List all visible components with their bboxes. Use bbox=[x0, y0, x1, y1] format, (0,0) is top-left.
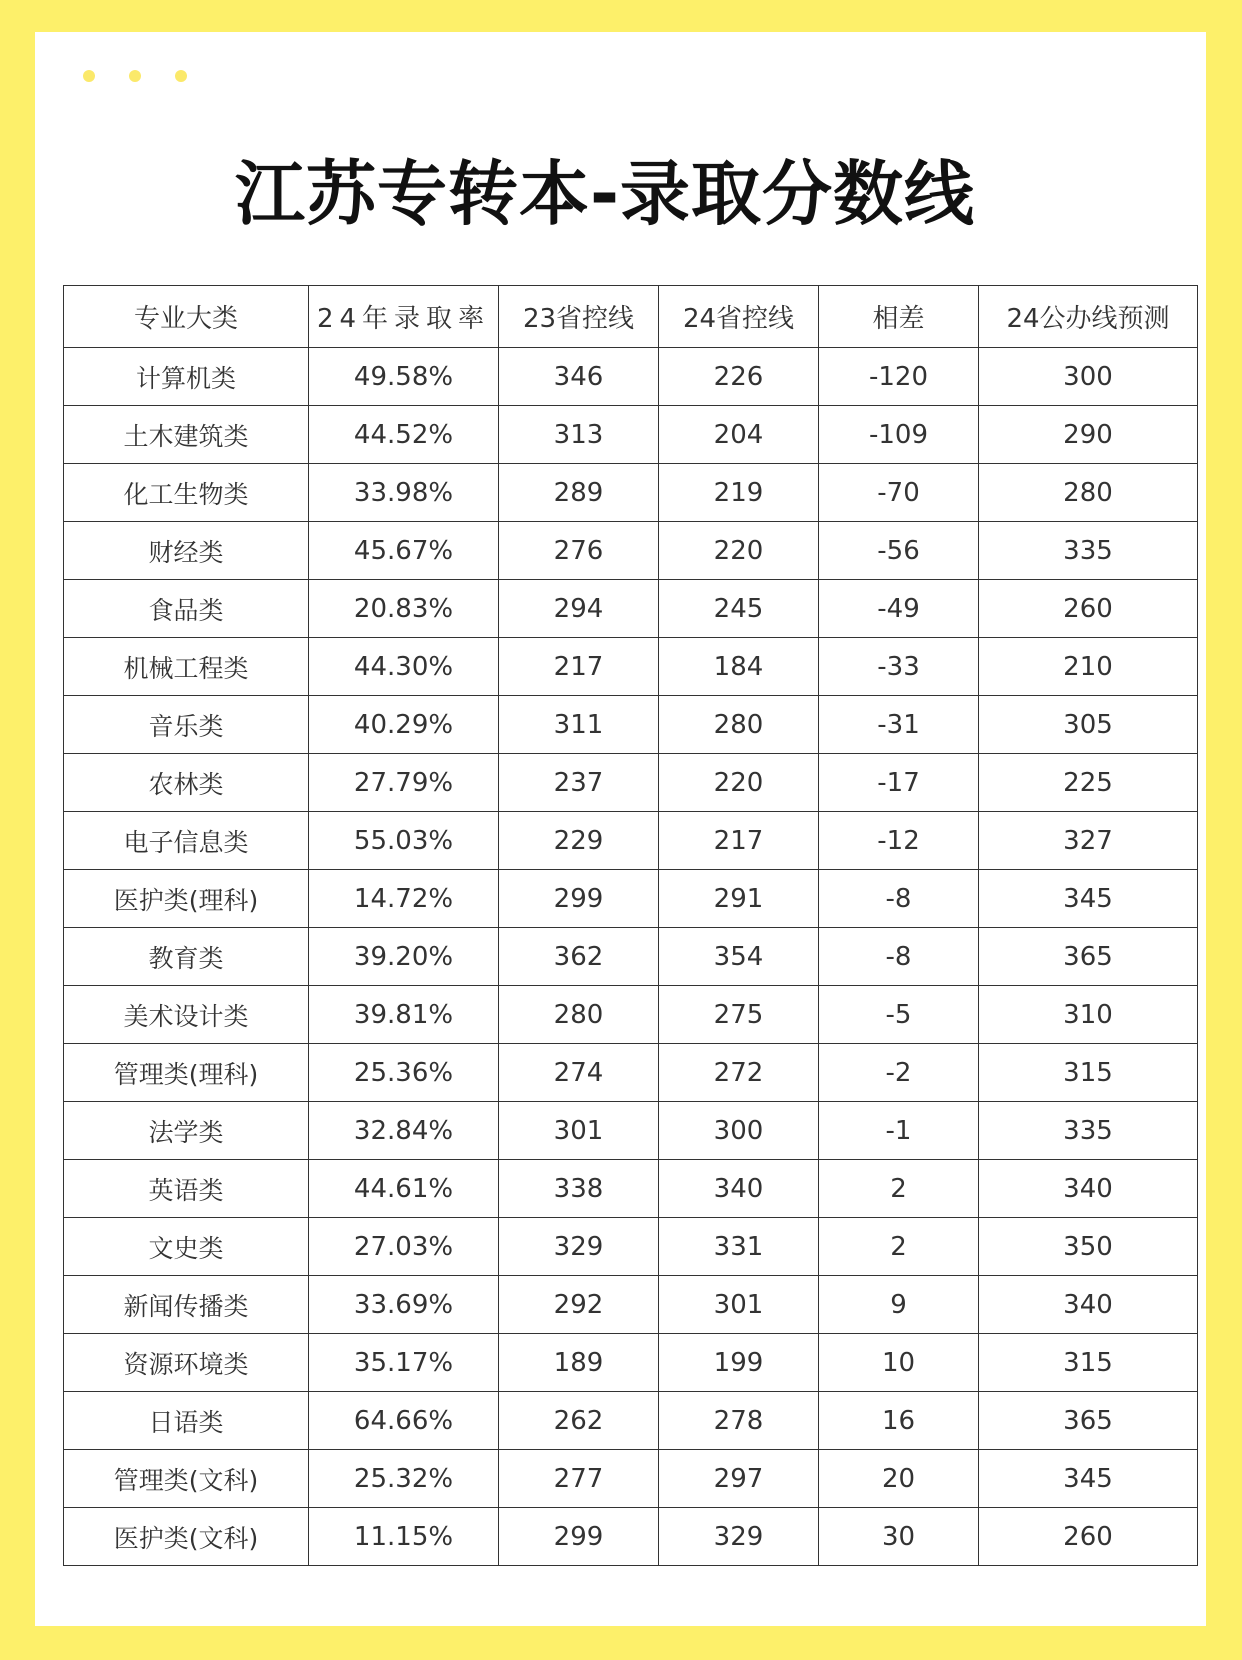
admission-rate-cell: 11.15% bbox=[309, 1508, 499, 1566]
major-category-cell: 化工生物类 bbox=[64, 464, 309, 522]
prediction-cell: 350 bbox=[979, 1218, 1198, 1276]
admission-rate-cell: 49.58% bbox=[309, 348, 499, 406]
control-line-24-cell: 184 bbox=[659, 638, 819, 696]
header-24-public-prediction: 24公办线预测 bbox=[979, 286, 1198, 348]
major-category-cell: 法学类 bbox=[64, 1102, 309, 1160]
control-line-23-cell: 299 bbox=[499, 870, 659, 928]
table-row bbox=[64, 1102, 1198, 1160]
prediction-cell: 345 bbox=[979, 1450, 1198, 1508]
major-category-cell: 医护类(理科) bbox=[64, 870, 309, 928]
table-row bbox=[64, 1218, 1198, 1276]
difference-cell: -1 bbox=[819, 1102, 979, 1160]
table-row bbox=[64, 348, 1198, 406]
header-admission-rate: 24年录取率 bbox=[309, 286, 499, 348]
control-line-24-cell: 245 bbox=[659, 580, 819, 638]
major-category-cell: 电子信息类 bbox=[64, 812, 309, 870]
difference-cell: -56 bbox=[819, 522, 979, 580]
control-line-23-cell: 189 bbox=[499, 1334, 659, 1392]
difference-cell: -12 bbox=[819, 812, 979, 870]
major-category-cell: 资源环境类 bbox=[64, 1334, 309, 1392]
prediction-cell: 315 bbox=[979, 1044, 1198, 1102]
control-line-24-cell: 204 bbox=[659, 406, 819, 464]
table-row bbox=[64, 696, 1198, 754]
difference-cell: 16 bbox=[819, 1392, 979, 1450]
difference-cell: -70 bbox=[819, 464, 979, 522]
control-line-23-cell: 313 bbox=[499, 406, 659, 464]
content-card bbox=[35, 32, 1206, 1626]
control-line-24-cell: 301 bbox=[659, 1276, 819, 1334]
control-line-23-cell: 262 bbox=[499, 1392, 659, 1450]
prediction-cell: 345 bbox=[979, 870, 1198, 928]
prediction-cell: 365 bbox=[979, 1392, 1198, 1450]
decorative-dots bbox=[83, 70, 221, 82]
major-category-cell: 医护类(文科) bbox=[64, 1508, 309, 1566]
table-row bbox=[64, 464, 1198, 522]
table-row bbox=[64, 986, 1198, 1044]
dot-icon bbox=[129, 70, 141, 82]
table-body bbox=[64, 348, 1198, 1566]
control-line-23-cell: 277 bbox=[499, 1450, 659, 1508]
header-23-control-line: 23省控线 bbox=[499, 286, 659, 348]
table-row bbox=[64, 638, 1198, 696]
admission-rate-cell: 39.20% bbox=[309, 928, 499, 986]
prediction-cell: 260 bbox=[979, 1508, 1198, 1566]
admission-rate-cell: 32.84% bbox=[309, 1102, 499, 1160]
prediction-cell: 340 bbox=[979, 1160, 1198, 1218]
major-category-cell: 音乐类 bbox=[64, 696, 309, 754]
control-line-24-cell: 297 bbox=[659, 1450, 819, 1508]
control-line-23-cell: 274 bbox=[499, 1044, 659, 1102]
header-difference: 相差 bbox=[819, 286, 979, 348]
control-line-24-cell: 199 bbox=[659, 1334, 819, 1392]
table-row bbox=[64, 1450, 1198, 1508]
dot-icon bbox=[175, 70, 187, 82]
prediction-cell: 225 bbox=[979, 754, 1198, 812]
table-row bbox=[64, 1392, 1198, 1450]
control-line-24-cell: 220 bbox=[659, 754, 819, 812]
prediction-cell: 210 bbox=[979, 638, 1198, 696]
difference-cell: -8 bbox=[819, 928, 979, 986]
header-major-category: 专业大类 bbox=[64, 286, 309, 348]
table-row bbox=[64, 870, 1198, 928]
score-table bbox=[63, 285, 1198, 1566]
control-line-24-cell: 300 bbox=[659, 1102, 819, 1160]
control-line-23-cell: 229 bbox=[499, 812, 659, 870]
admission-rate-cell: 14.72% bbox=[309, 870, 499, 928]
table-row bbox=[64, 1508, 1198, 1566]
prediction-cell: 290 bbox=[979, 406, 1198, 464]
difference-cell: -5 bbox=[819, 986, 979, 1044]
major-category-cell: 机械工程类 bbox=[64, 638, 309, 696]
major-category-cell: 文史类 bbox=[64, 1218, 309, 1276]
control-line-23-cell: 338 bbox=[499, 1160, 659, 1218]
prediction-cell: 315 bbox=[979, 1334, 1198, 1392]
admission-rate-cell: 35.17% bbox=[309, 1334, 499, 1392]
control-line-23-cell: 301 bbox=[499, 1102, 659, 1160]
prediction-cell: 335 bbox=[979, 522, 1198, 580]
admission-rate-cell: 25.36% bbox=[309, 1044, 499, 1102]
admission-rate-cell: 55.03% bbox=[309, 812, 499, 870]
header-24-control-line: 24省控线 bbox=[659, 286, 819, 348]
difference-cell: 2 bbox=[819, 1160, 979, 1218]
prediction-cell: 340 bbox=[979, 1276, 1198, 1334]
table-row bbox=[64, 522, 1198, 580]
admission-rate-cell: 27.79% bbox=[309, 754, 499, 812]
control-line-24-cell: 291 bbox=[659, 870, 819, 928]
control-line-23-cell: 329 bbox=[499, 1218, 659, 1276]
control-line-24-cell: 220 bbox=[659, 522, 819, 580]
major-category-cell: 美术设计类 bbox=[64, 986, 309, 1044]
control-line-23-cell: 237 bbox=[499, 754, 659, 812]
table-row bbox=[64, 812, 1198, 870]
admission-rate-cell: 20.83% bbox=[309, 580, 499, 638]
table-row bbox=[64, 1160, 1198, 1218]
control-line-23-cell: 311 bbox=[499, 696, 659, 754]
difference-cell: -2 bbox=[819, 1044, 979, 1102]
major-category-cell: 管理类(理科) bbox=[64, 1044, 309, 1102]
control-line-24-cell: 226 bbox=[659, 348, 819, 406]
difference-cell: 9 bbox=[819, 1276, 979, 1334]
table-row bbox=[64, 928, 1198, 986]
prediction-cell: 300 bbox=[979, 348, 1198, 406]
admission-rate-cell: 27.03% bbox=[309, 1218, 499, 1276]
prediction-cell: 335 bbox=[979, 1102, 1198, 1160]
control-line-24-cell: 219 bbox=[659, 464, 819, 522]
prediction-cell: 260 bbox=[979, 580, 1198, 638]
difference-cell: -120 bbox=[819, 348, 979, 406]
control-line-24-cell: 329 bbox=[659, 1508, 819, 1566]
control-line-24-cell: 340 bbox=[659, 1160, 819, 1218]
admission-rate-cell: 40.29% bbox=[309, 696, 499, 754]
table-row bbox=[64, 754, 1198, 812]
difference-cell: 30 bbox=[819, 1508, 979, 1566]
control-line-23-cell: 217 bbox=[499, 638, 659, 696]
control-line-24-cell: 278 bbox=[659, 1392, 819, 1450]
control-line-23-cell: 299 bbox=[499, 1508, 659, 1566]
prediction-cell: 310 bbox=[979, 986, 1198, 1044]
admission-rate-cell: 44.30% bbox=[309, 638, 499, 696]
major-category-cell: 食品类 bbox=[64, 580, 309, 638]
control-line-23-cell: 289 bbox=[499, 464, 659, 522]
admission-rate-cell: 44.52% bbox=[309, 406, 499, 464]
dot-icon bbox=[83, 70, 95, 82]
table-row bbox=[64, 1044, 1198, 1102]
major-category-cell: 农林类 bbox=[64, 754, 309, 812]
table-row bbox=[64, 1276, 1198, 1334]
control-line-24-cell: 275 bbox=[659, 986, 819, 1044]
page-title: 江苏专转本-录取分数线 bbox=[234, 153, 976, 235]
major-category-cell: 新闻传播类 bbox=[64, 1276, 309, 1334]
difference-cell: -109 bbox=[819, 406, 979, 464]
admission-rate-cell: 25.32% bbox=[309, 1450, 499, 1508]
prediction-cell: 327 bbox=[979, 812, 1198, 870]
difference-cell: -33 bbox=[819, 638, 979, 696]
difference-cell: -17 bbox=[819, 754, 979, 812]
admission-rate-cell: 33.98% bbox=[309, 464, 499, 522]
difference-cell: -8 bbox=[819, 870, 979, 928]
major-category-cell: 管理类(文科) bbox=[64, 1450, 309, 1508]
prediction-cell: 305 bbox=[979, 696, 1198, 754]
difference-cell: 10 bbox=[819, 1334, 979, 1392]
table-row bbox=[64, 1334, 1198, 1392]
major-category-cell: 教育类 bbox=[64, 928, 309, 986]
control-line-23-cell: 346 bbox=[499, 348, 659, 406]
table-header-row bbox=[64, 286, 1198, 348]
control-line-23-cell: 362 bbox=[499, 928, 659, 986]
major-category-cell: 土木建筑类 bbox=[64, 406, 309, 464]
control-line-23-cell: 276 bbox=[499, 522, 659, 580]
control-line-24-cell: 354 bbox=[659, 928, 819, 986]
admission-rate-cell: 39.81% bbox=[309, 986, 499, 1044]
table-row bbox=[64, 406, 1198, 464]
admission-rate-cell: 45.67% bbox=[309, 522, 499, 580]
prediction-cell: 365 bbox=[979, 928, 1198, 986]
difference-cell: -49 bbox=[819, 580, 979, 638]
admission-rate-cell: 64.66% bbox=[309, 1392, 499, 1450]
control-line-23-cell: 292 bbox=[499, 1276, 659, 1334]
major-category-cell: 英语类 bbox=[64, 1160, 309, 1218]
major-category-cell: 财经类 bbox=[64, 522, 309, 580]
difference-cell: 2 bbox=[819, 1218, 979, 1276]
prediction-cell: 280 bbox=[979, 464, 1198, 522]
control-line-24-cell: 280 bbox=[659, 696, 819, 754]
control-line-24-cell: 331 bbox=[659, 1218, 819, 1276]
control-line-23-cell: 294 bbox=[499, 580, 659, 638]
control-line-24-cell: 217 bbox=[659, 812, 819, 870]
control-line-24-cell: 272 bbox=[659, 1044, 819, 1102]
admission-rate-cell: 44.61% bbox=[309, 1160, 499, 1218]
difference-cell: 20 bbox=[819, 1450, 979, 1508]
major-category-cell: 日语类 bbox=[64, 1392, 309, 1450]
difference-cell: -31 bbox=[819, 696, 979, 754]
table-row bbox=[64, 580, 1198, 638]
major-category-cell: 计算机类 bbox=[64, 348, 309, 406]
control-line-23-cell: 280 bbox=[499, 986, 659, 1044]
admission-rate-cell: 33.69% bbox=[309, 1276, 499, 1334]
